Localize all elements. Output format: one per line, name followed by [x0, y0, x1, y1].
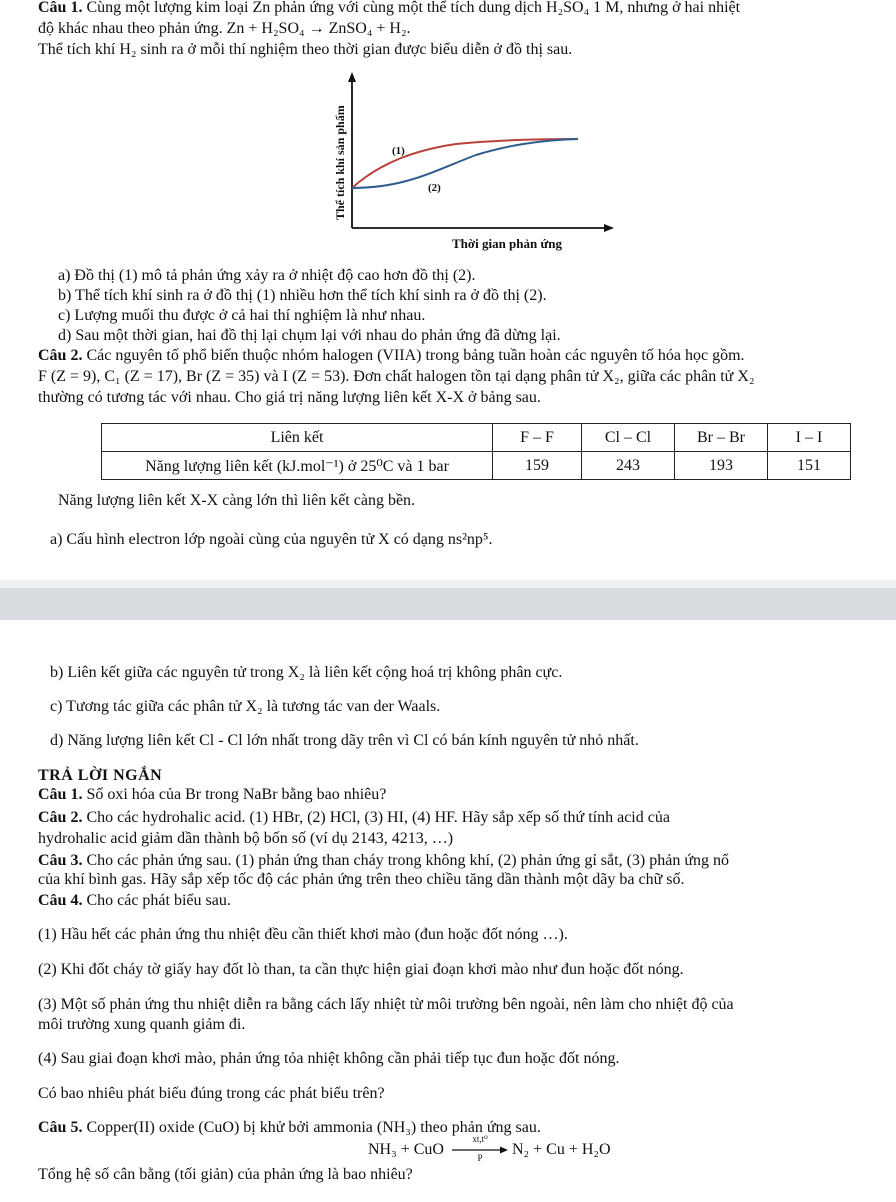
short-q4-item-1: (1) Hầu hết các phản ứng thu nhiệt đều cần thiết khơi mào (đun hoặc đốt nóng …).	[38, 926, 568, 943]
short-q2-line-2: hydrohalic acid giảm dần thành bộ bốn số (ví dụ 2143, 4213, …)	[38, 830, 454, 847]
short-q4-item-4: (4) Sau giai đoạn khơi mào, phản ứng tỏa nhiệt không cần phải tiếp tục đun hoặc đốt nóng.	[38, 1050, 620, 1067]
q1-statement-a: a) Đồ thị (1) mô tả phản ứng xảy ra ở nhiệt độ cao hơn đồ thị (2).	[58, 267, 476, 284]
arrow-condition-bottom: P	[477, 1153, 483, 1163]
series-2-label: (2)	[428, 182, 441, 194]
page-break-divider	[0, 580, 896, 620]
table-row	[102, 452, 851, 480]
x-axis-label: Thời gian phản ứng	[452, 236, 563, 251]
table-header-row	[102, 424, 851, 452]
short-q5-question: Tổng hệ số cân bằng (tối giản) của phản ứng là bao nhiêu?	[38, 1166, 413, 1183]
q2-line-3: thường có tương tác với nhau. Cho giá trị năng lượng liên kết X-X ở bảng sau.	[38, 389, 541, 406]
table-cell: 159	[493, 452, 582, 480]
q2-statement-a: a) Cấu hình electron lớp ngoài cùng của nguyên tử X có dạng ns²np⁵.	[50, 531, 493, 548]
equation-right: N₂ + Cu + H₂O	[512, 1141, 611, 1158]
table-cell: 151	[768, 452, 851, 480]
short-q3-line-1: Câu 3. Cho các phản ứng sau. (1) phản ứng than cháy trong không khí, (2) phản ứng gỉ sắt, (3) phản ứng nổ	[38, 852, 730, 869]
short-q2-line-1: Câu 2. Cho các hydrohalic acid. (1) HBr, (2) HCl, (3) HI, (4) HF. Hãy sắp xếp số thứ tính acid của	[38, 809, 670, 826]
equation-left: NH₃ + CuO	[368, 1141, 444, 1158]
q1-line-1: Câu 1. Cùng một lượng kim loại Zn phản ứng với cùng một thể tích dung dịch H₂SO₄ 1 M, nhưng ở hai nhiệt	[38, 0, 741, 16]
table-cell: 243	[582, 452, 675, 480]
q1-statement-d: d) Sau một thời gian, hai đồ thị lại chụm lại với nhau do phản ứng đã dừng lại.	[58, 327, 561, 344]
q2-statement-c: c) Tương tác giữa các phân tử X₂ là tương tác van der Waals.	[50, 698, 441, 715]
q1-line-2: độ khác nhau theo phản ứng. Zn + H₂SO₄ → ZnSO₄ + H₂.	[38, 20, 411, 37]
short-q4-item-2: (2) Khi đốt cháy tờ giấy hay đốt lò than, ta cần thực hiện giai đoạn khơi mào như đun hoặc đốt nóng.	[38, 961, 684, 978]
short-q4-item-3: (3) Một số phản ứng thu nhiệt diễn ra bằng cách lấy nhiệt từ môi trường bên ngoài, nên làm cho nhiệt độ của	[38, 996, 734, 1013]
q2-line-2: F (Z = 9), C₁ (Z = 17), Br (Z = 35) và I (Z = 53). Đơn chất halogen tồn tại dạng phân tử X₂, giữa các phân tử X₂	[38, 368, 755, 385]
table-header-cell: I – I	[768, 424, 851, 452]
reaction-volume-chart	[326, 70, 616, 260]
series-1-curve	[352, 139, 576, 188]
table-row-label: Năng lượng liên kết (kJ.mol⁻¹) ở 25⁰C và 1 bar	[102, 452, 493, 480]
series-2-curve	[352, 139, 578, 188]
arrow-condition-top: xt,t⁰	[472, 1134, 488, 1144]
q1-statement-b: b) Thể tích khí sinh ra ở đồ thị (1) nhiều hơn thể tích khí sinh ra ở đồ thị (2).	[58, 287, 547, 304]
q2-note: Năng lượng liên kết X-X càng lớn thì liên kết càng bền.	[58, 492, 416, 509]
equation-arrow	[452, 1136, 508, 1162]
short-q4-item-3-cont: môi trường xung quanh giảm đi.	[38, 1016, 246, 1033]
short-q3-line-2: của khí bình gas. Hãy sắp xếp tốc độ các phản ứng trên theo chiều tăng dần thành một dãy ba chữ số.	[38, 871, 685, 888]
series-1-label: (1)	[392, 145, 405, 157]
short-q4-question: Có bao nhiêu phát biểu đúng trong các phát biểu trên?	[38, 1085, 385, 1102]
short-q5: Câu 5. Copper(II) oxide (CuO) bị khử bởi ammonia (NH₃) theo phản ứng sau.	[38, 1119, 541, 1136]
q2-statement-d: d) Năng lượng liên kết Cl - Cl lớn nhất trong dãy trên vì Cl có bán kính nguyên tử nhỏ nhất.	[50, 732, 639, 749]
q2-line-1: Câu 2. Các nguyên tố phổ biến thuộc nhóm halogen (VIIA) trong bảng tuần hoàn các nguyên tố hóa học gồm.	[38, 347, 745, 364]
q1-line-3: Thể tích khí H₂ sinh ra ở mỗi thí nghiệm theo thời gian được biểu diễn ở đồ thị sau.	[38, 41, 573, 58]
section-title: TRẢ LỜI NGẮN	[38, 767, 163, 784]
x-axis-arrow	[604, 224, 614, 232]
q2-statement-b: b) Liên kết giữa các nguyên tử trong X₂ là liên kết cộng hoá trị không phân cực.	[50, 664, 563, 681]
y-axis-label: Thể tích khí sản phẩm	[333, 105, 347, 220]
y-axis-arrow	[348, 72, 356, 82]
table-header-cell: Liên kết	[102, 424, 493, 452]
bond-energy-table	[101, 423, 851, 480]
table-header-cell: Cl – Cl	[582, 424, 675, 452]
table-header-cell: Br – Br	[675, 424, 768, 452]
q1-statement-c: c) Lượng muối thu được ở cả hai thí nghiệm là như nhau.	[58, 307, 426, 324]
short-q4: Câu 4. Cho các phát biểu sau.	[38, 892, 231, 909]
table-header-cell: F – F	[493, 424, 582, 452]
table-cell: 193	[675, 452, 768, 480]
short-q1: Câu 1. Số oxi hóa của Br trong NaBr bằng bao nhiêu?	[38, 786, 387, 803]
